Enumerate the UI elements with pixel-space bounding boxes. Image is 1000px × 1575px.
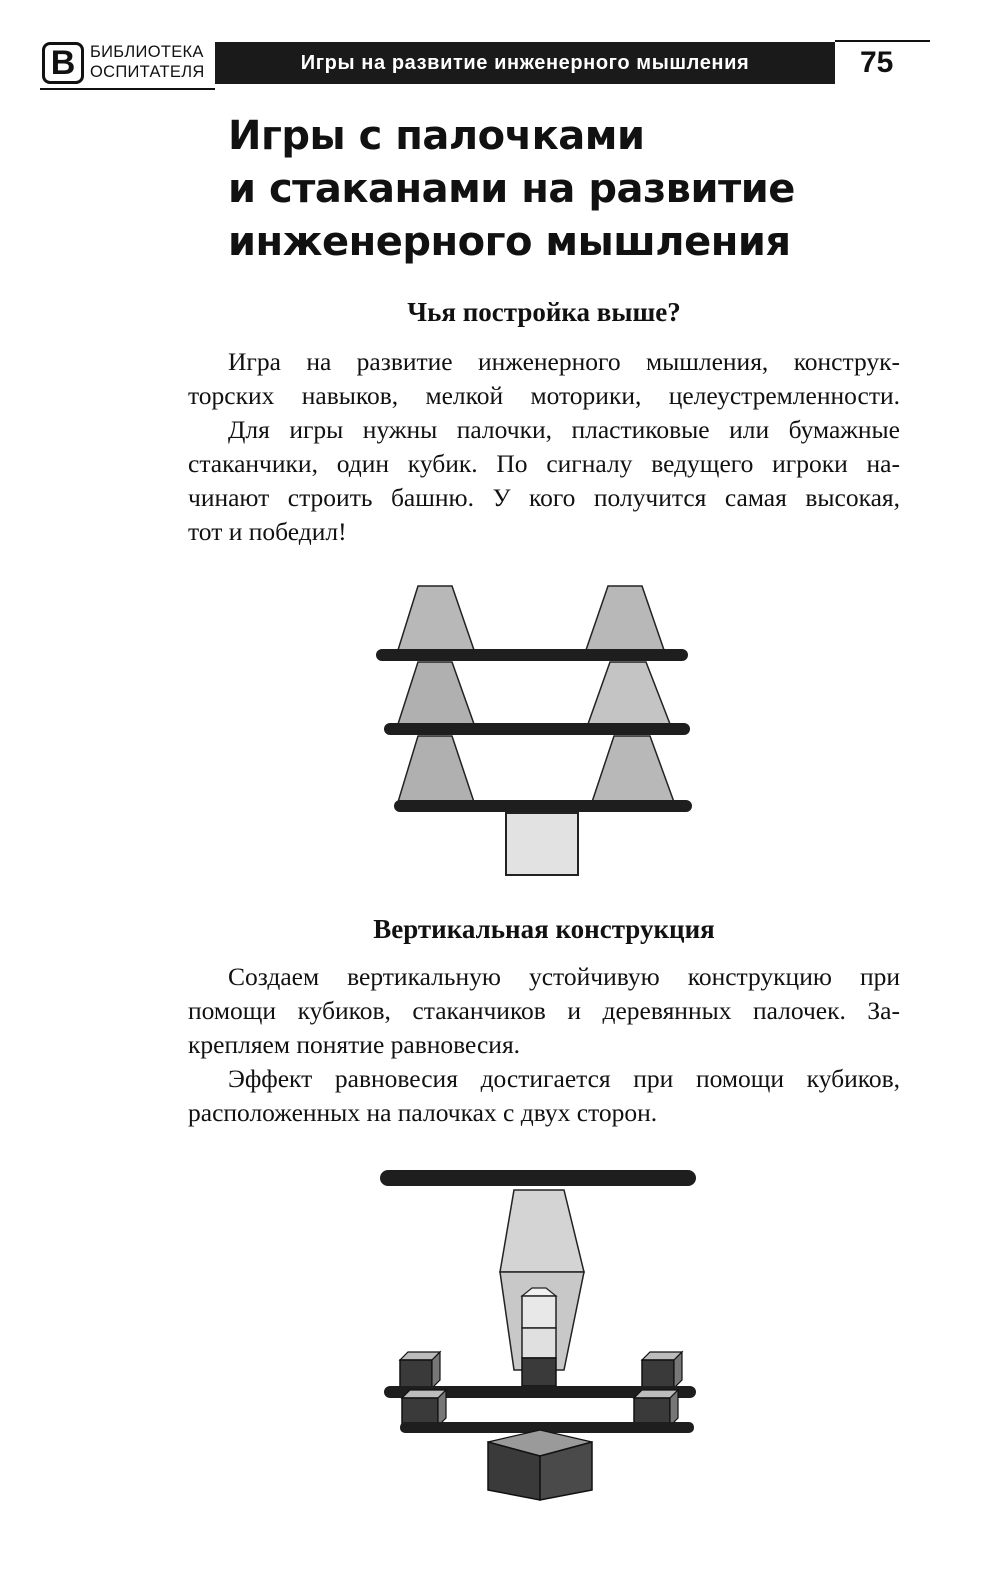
cup	[588, 662, 670, 724]
stick	[376, 649, 688, 661]
paragraph	[188, 960, 900, 1062]
stick	[380, 1170, 696, 1186]
tower-illustration	[370, 580, 700, 880]
text-line: тот и победил!	[188, 517, 347, 546]
cup	[592, 736, 674, 802]
center-cube-stack	[522, 1288, 556, 1386]
cup	[398, 662, 474, 724]
cube	[506, 813, 578, 875]
section-title-tower: Чья постройка выше?	[407, 297, 681, 327]
text-line: расположенных на палочках с двух сторон.	[188, 1098, 658, 1127]
text-line: Создаем вертикальную устойчивую конструкцию при	[228, 962, 900, 991]
stick	[384, 723, 690, 735]
series-logo: В	[42, 42, 84, 84]
text-line: стаканчики, один кубик. По сигналу ведущего игроки на-	[188, 449, 900, 478]
chapter-title	[228, 110, 928, 269]
cup	[500, 1190, 584, 1272]
text-line: крепляем понятие равновесия.	[188, 1030, 521, 1059]
text-line: торских навыков, мелкой моторики, целеустремленности.	[188, 381, 900, 410]
cup	[398, 586, 474, 650]
series-name-line2: ОСПИТАТЕЛЯ	[90, 63, 205, 81]
cube	[634, 1390, 678, 1426]
header-rule-left	[40, 88, 215, 90]
text-line: Игра на развитие инженерного мышления, конструк-	[228, 347, 900, 376]
section-title-vertical: Вертикальная конструкция	[373, 914, 715, 944]
cube	[488, 1430, 592, 1500]
paragraph	[188, 345, 900, 413]
text-line: помощи кубиков, стаканчиков и деревянных палочек. За-	[188, 996, 900, 1025]
running-title: Игры на развитие инженерного мышления	[215, 42, 835, 84]
series-name	[90, 42, 205, 82]
cup	[398, 736, 474, 802]
page-header	[40, 40, 910, 92]
chapter-title-line: Игры с палочками	[228, 113, 645, 159]
text-line: Для игры нужны палочки, пластиковые или бумажные	[228, 415, 900, 444]
vertical-construction-illustration	[370, 1160, 710, 1560]
page-number: 75	[860, 46, 894, 79]
series-name-line1: БИБЛИОТЕКА	[90, 43, 204, 61]
cup	[586, 586, 664, 650]
chapter-title-line: инженерного мышления	[228, 219, 791, 265]
cube	[400, 1352, 440, 1388]
text-line: чинают строить башню. У кого получится самая высокая,	[188, 483, 900, 512]
paragraph	[188, 1062, 900, 1130]
text-line: Эффект равновесия достигается при помощи кубиков,	[228, 1064, 900, 1093]
cube	[402, 1390, 446, 1426]
chapter-title-line: и стаканами на развитие	[228, 166, 795, 212]
stick	[394, 800, 692, 812]
paragraph	[188, 413, 900, 549]
cube	[642, 1352, 682, 1388]
